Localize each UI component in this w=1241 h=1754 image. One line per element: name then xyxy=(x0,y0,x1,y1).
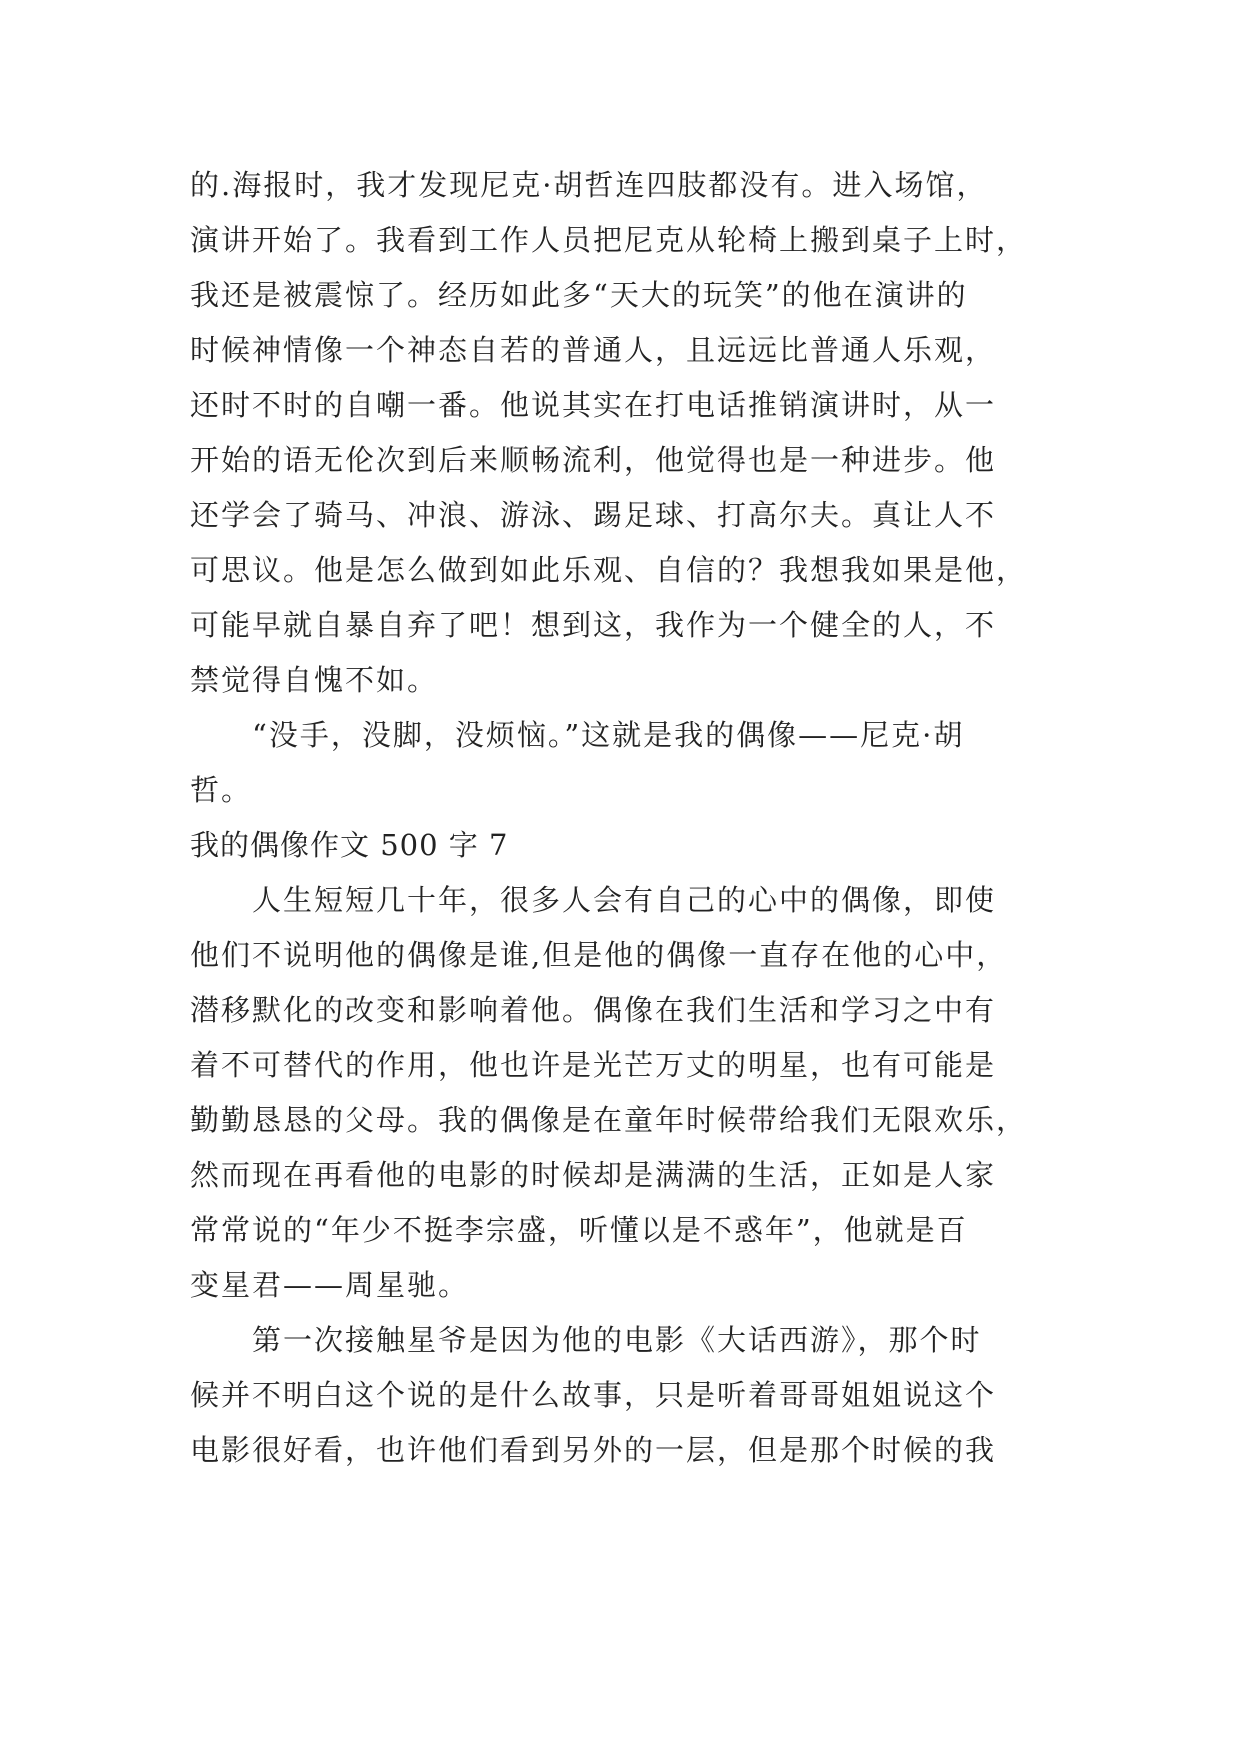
text-line: 演讲开始了。我看到工作人员把尼克从轮椅上搬到桌子上时， xyxy=(190,223,1028,257)
text-line: 还时不时的自嘲一番。他说其实在打电话推销演讲时，从一 xyxy=(190,388,997,422)
text-line: 变星君——周星驰。 xyxy=(190,1268,470,1302)
text-line: 然而现在再看他的电影的时候却是满满的生活，正如是人家 xyxy=(190,1158,997,1192)
text-line: 时候神情像一个神态自若的普通人，且远远比普通人乐观， xyxy=(190,333,997,367)
text-line: 可能早就自暴自弃了吧！想到这，我作为一个健全的人，不 xyxy=(190,608,997,642)
text-line: 我还是被震惊了。经历如此多“天大的玩笑”的他在演讲的 xyxy=(190,278,968,312)
text-line: “没手，没脚，没烦恼。”这就是我的偶像——尼克·胡 xyxy=(190,718,965,752)
text-line: 电影很好看，也许他们看到另外的一层，但是那个时候的我 xyxy=(190,1433,997,1467)
text-line: 禁觉得自愧不如。 xyxy=(190,663,439,697)
section-heading: 我的偶像作文 500 字 7 xyxy=(190,828,509,862)
essay-text xyxy=(190,158,1080,1478)
text-line: 人生短短几十年，很多人会有自己的心中的偶像，即使 xyxy=(190,883,997,917)
text-line: 候并不明白这个说的是什么故事，只是听着哥哥姐姐说这个 xyxy=(190,1378,997,1412)
text-line: 可思议。他是怎么做到如此乐观、自信的？我想我如果是他， xyxy=(190,553,1028,587)
text-line: 开始的语无伦次到后来顺畅流利，他觉得也是一种进步。他 xyxy=(190,443,997,477)
text-line: 勤勤恳恳的父母。我的偶像是在童年时候带给我们无限欢乐， xyxy=(190,1103,1028,1137)
text-line: 着不可替代的作用，他也许是光芒万丈的明星，也有可能是 xyxy=(190,1048,997,1082)
text-line: 常常说的“年少不挺李宗盛，听懂以是不惑年”，他就是百 xyxy=(190,1213,968,1247)
text-line: 第一次接触星爷是因为他的电影《大话西游》，那个时 xyxy=(190,1323,982,1357)
text-line: 的.海报时，我才发现尼克·胡哲连四肢都没有。进入场馆， xyxy=(190,168,988,202)
text-line: 哲。 xyxy=(190,773,253,807)
text-line: 还学会了骑马、冲浪、游泳、踢足球、打高尔夫。真让人不 xyxy=(190,498,997,532)
text-line: 潜移默化的改变和影响着他。偶像在我们生活和学习之中有 xyxy=(190,993,997,1027)
text-line: 他们不说明他的偶像是谁,但是他的偶像一直存在他的心中， xyxy=(190,938,1008,972)
